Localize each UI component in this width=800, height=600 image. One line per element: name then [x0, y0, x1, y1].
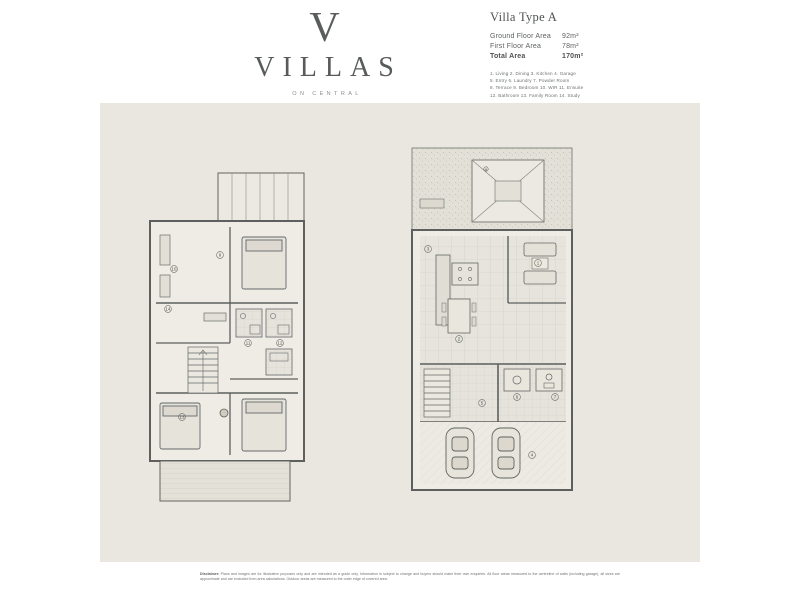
brochure-sheet — [100, 0, 700, 600]
page-title: Villa Type A — [490, 10, 558, 24]
header — [100, 0, 700, 103]
brand-mark-icon: V — [309, 5, 341, 51]
area-label: First Floor Area — [490, 43, 542, 50]
svg-text:13: 13 — [179, 414, 185, 420]
area-value: 78m² — [562, 43, 579, 50]
floor-plan-drawing — [100, 103, 700, 563]
disclaimer-label: Disclaimer: — [200, 572, 220, 576]
room-legend — [490, 70, 640, 99]
svg-text:12: 12 — [277, 340, 283, 346]
area-row-ground — [490, 32, 685, 42]
ground-floor-plan — [412, 148, 572, 490]
svg-text:4: 4 — [530, 452, 534, 458]
villa-info — [490, 10, 685, 99]
legend-line: 1. Living 2. Dining 3. Kitchen 4. Garage — [490, 71, 576, 76]
legend-line: 5. Entry 6. Laundry 7. Powder Room — [490, 78, 570, 84]
svg-text:3: 3 — [426, 246, 430, 252]
car-icon — [492, 428, 520, 478]
area-row-total — [490, 52, 685, 62]
area-value: 92m² — [562, 33, 579, 40]
area-row-first — [490, 42, 685, 52]
disclaimer-text: Plans and images are for illustrative purposes only and are intended as a guide only. Information is subject to change and buyers should make their own enquiries. All floor areas measured to the centreline of walls (including garage), all sizes are approximate and are excluded from area calculations. Outdoor areas are measured to the outer edge of covered area. — [200, 572, 620, 582]
svg-text:14: 14 — [165, 306, 171, 312]
area-label: Ground Floor Area — [490, 33, 551, 40]
svg-text:6: 6 — [515, 394, 519, 400]
svg-text:11: 11 — [245, 340, 251, 346]
area-label: Total Area — [490, 53, 526, 60]
brand-name: VILLAS — [254, 52, 402, 83]
svg-text:7: 7 — [553, 394, 557, 400]
brand-subtitle: ON CENTRAL — [292, 91, 362, 97]
disclaimer — [200, 572, 620, 583]
svg-text:5: 5 — [480, 400, 484, 406]
footer — [100, 562, 700, 600]
svg-text:2: 2 — [457, 336, 461, 342]
area-value: 170m² — [562, 53, 584, 60]
legend-line: 12. Bathroom 13. Family Room 14. Study — [490, 92, 580, 98]
svg-text:9: 9 — [218, 252, 222, 258]
svg-text:10: 10 — [171, 266, 177, 272]
svg-text:8: 8 — [484, 167, 488, 172]
car-icon — [446, 428, 474, 478]
first-floor-plan — [150, 173, 304, 501]
legend-line: 8. Terrace 9. Bedroom 10. WIR 11. Ensuite — [490, 85, 584, 91]
svg-text:1: 1 — [536, 260, 540, 266]
brand-logo — [225, 6, 425, 97]
